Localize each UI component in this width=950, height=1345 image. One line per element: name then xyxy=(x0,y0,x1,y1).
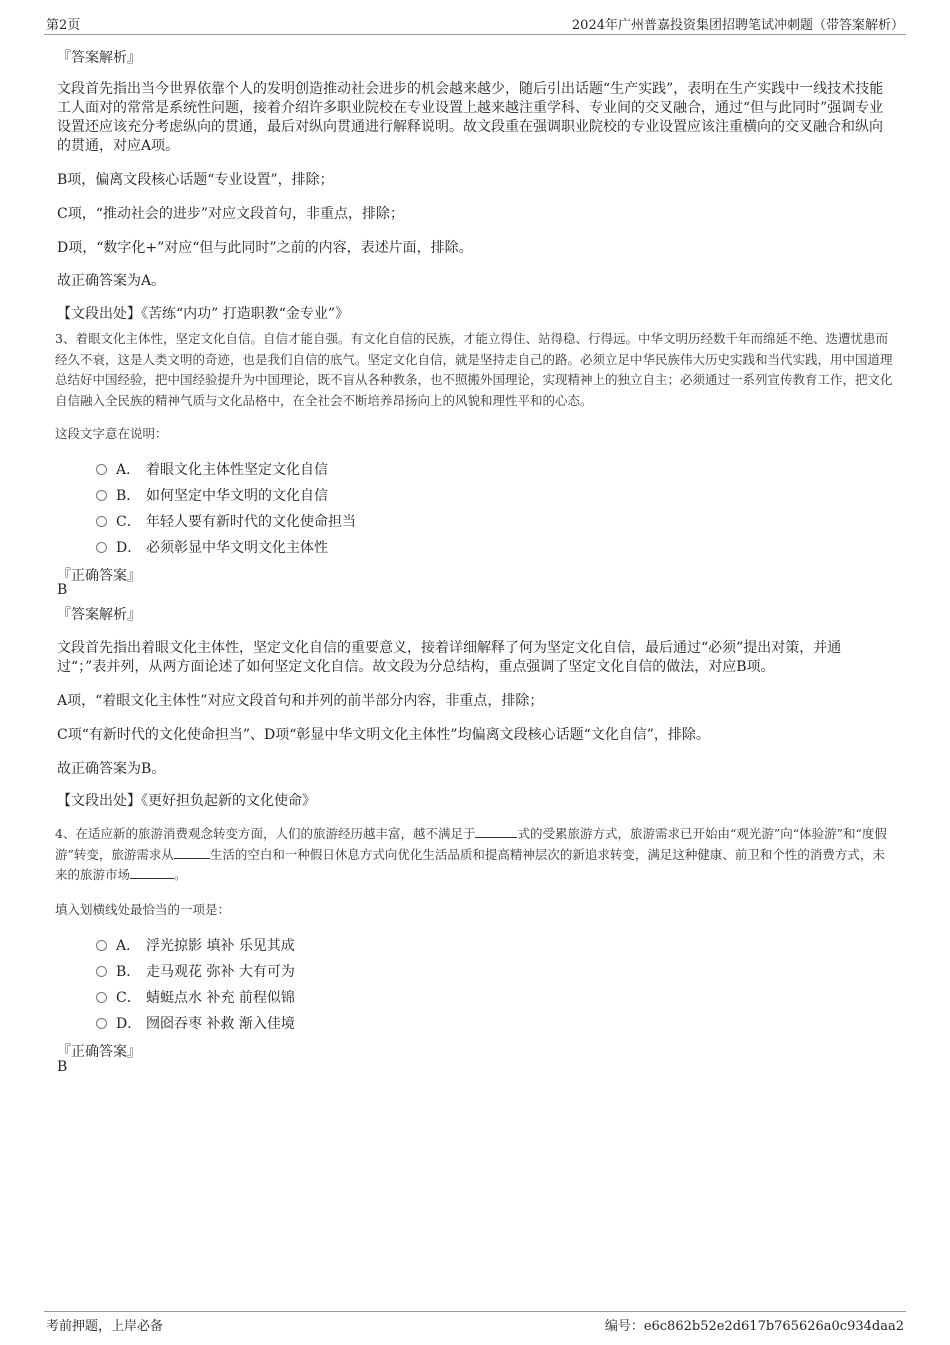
option-d-explanation: D项，“数字化+”对应“但与此同时”之前的内容，表述片面，排除。 xyxy=(57,240,473,256)
blank-1 xyxy=(475,837,517,838)
analysis-text: 文段首先指出着眼文化主体性，坚定文化自信的重要意义，接着详细解释了何为坚定文化自信，最后通过“必须”提出对策，并通过“；”表并列，从两方面论述了如何坚定文化自信。故文段为分总结构，重点强调了坚定文化自信的做法，对应B项。 xyxy=(57,640,842,675)
question-3-prompt: 这段文字意在说明： xyxy=(55,426,168,441)
question-3-option-a[interactable]: A． 着眼文化主体性坚定文化自信 xyxy=(96,459,328,479)
correct-answer-label: 『正确答案』 xyxy=(57,1044,141,1060)
analysis-text: 文段首先指出当今世界依靠个人的发明创造推动社会进步的机会越来越少，随后引出话题“生产实践”，表明在生产实践中一线技术技能工人面对的常常是系统性问题，接着介绍许多职业院校在专业设置上越来越注重学科、专业间的交叉融合，通过“但与此同时”强调专业设置还应该充分考虑纵向的贯通，最后对纵向贯通进行解释说明。故文段重在强调职业院校的专业设置应该注重横向的交叉融合和纵向的贯通，对应A项。 xyxy=(57,81,884,154)
analysis-label: 『答案解析』 xyxy=(57,607,141,623)
document-id: 编号：e6c862b52e2d617b765626a0c934daa2 xyxy=(604,1319,904,1334)
option-a-explanation: A项，“着眼文化主体性”对应文段首句和并列的前半部分内容，非重点，排除； xyxy=(57,693,544,709)
option-c-explanation: C项，“推动社会的进步”对应文段首句，非重点，排除； xyxy=(57,206,405,222)
question-4-option-b[interactable]: B． 走马观花 弥补 大有可为 xyxy=(96,961,295,981)
question-3-option-b[interactable]: B． 如何坚定中华文明的文化自信 xyxy=(96,485,328,505)
radio-icon[interactable] xyxy=(96,516,107,527)
source-tag: 【文段出处】 xyxy=(57,306,141,322)
radio-icon[interactable] xyxy=(96,992,107,1003)
question-4-text: 4、在适应新的旅游消费观念转变方面，人们的旅游经历越丰富，越不满足于 式的受累旅游方式，旅游需求已开始由“观光游”向“体验游”和“度假游”转变，旅游需求从 生活的空白和一种假日休息方式向优化生活品质和提高精神层次的新追求转变，满足这种健康、前卫和个性的消费方式，未来的旅游市场 。 xyxy=(55,826,887,882)
option-b-explanation: B项，偏离文段核心话题“专业设置”，排除； xyxy=(57,172,334,188)
source-line xyxy=(57,303,349,323)
question-3-text: 3、着眼文化主体性，坚定文化自信。自信才能自强。有文化自信的民族，才能立得住、站得稳、行得远。中华文明历经数千年而绵延不绝、迭遭忧患而经久不衰，这是人类文明的奇迹，也是我们自信的底气。坚定文化自信，就是坚持走自己的路。必须立足中华民族伟大历史实践和当代实践，用中国道理总结好中国经验，把中国经验提升为中国理论，既不盲从各种教条，也不照搬外国理论，实现精神上的独立自主；必须通过一系列宣传教育工作，把文化自信融入全民族的精神气质与文化品格中，在全社会不断培养昂扬向上的风貌和理性平和的心态。 xyxy=(55,331,893,408)
radio-icon[interactable] xyxy=(96,542,107,553)
document-title: 2024年广州普嘉投资集团招聘笔试冲刺题（带答案解析） xyxy=(571,18,904,33)
conclusion: 故正确答案为A。 xyxy=(57,273,166,289)
option-cd-explanation: C项“有新时代的文化使命担当”、D项“彰显中华文明文化主体性”均偏离文段核心话题“文化自信”，排除。 xyxy=(57,727,710,743)
question-4-option-a[interactable]: A． 浮光掠影 填补 乐见其成 xyxy=(96,935,295,955)
analysis-label: 『答案解析』 xyxy=(57,50,141,66)
page-footer xyxy=(44,1311,906,1336)
radio-icon[interactable] xyxy=(96,966,107,977)
radio-icon[interactable] xyxy=(96,940,107,951)
radio-icon[interactable] xyxy=(96,1018,107,1029)
question-4-option-c[interactable]: C． 蜻蜓点水 补充 前程似锦 xyxy=(96,987,295,1007)
question-4-prompt: 填入划横线处最恰当的一项是： xyxy=(55,902,231,917)
blank-3 xyxy=(130,878,174,879)
question-4-option-d[interactable]: D． 囫囵吞枣 补救 渐入佳境 xyxy=(96,1013,295,1033)
radio-icon[interactable] xyxy=(96,464,107,475)
radio-icon[interactable] xyxy=(96,490,107,501)
source-title: 《更好担负起新的文化使命》 xyxy=(141,793,316,809)
blank-2 xyxy=(174,858,210,859)
source-tag: 【文段出处】 xyxy=(57,793,141,809)
source-title: 《苦练“内功” 打造职教“金专业”》 xyxy=(141,306,350,322)
question-3-option-d[interactable]: D． 必须彰显中华文明文化主体性 xyxy=(96,537,328,557)
conclusion: 故正确答案为B。 xyxy=(57,761,166,777)
footer-slogan: 考前押题，上岸必备 xyxy=(46,1319,164,1334)
correct-answer-value: B xyxy=(57,1059,68,1075)
page-number: 第2页 xyxy=(46,18,81,33)
source-line xyxy=(57,790,316,810)
question-3-option-c[interactable]: C． 年轻人要有新时代的文化使命担当 xyxy=(96,511,356,531)
page-header xyxy=(44,12,906,35)
correct-answer-value: B xyxy=(57,582,68,598)
correct-answer-label: 『正确答案』 xyxy=(57,568,141,584)
